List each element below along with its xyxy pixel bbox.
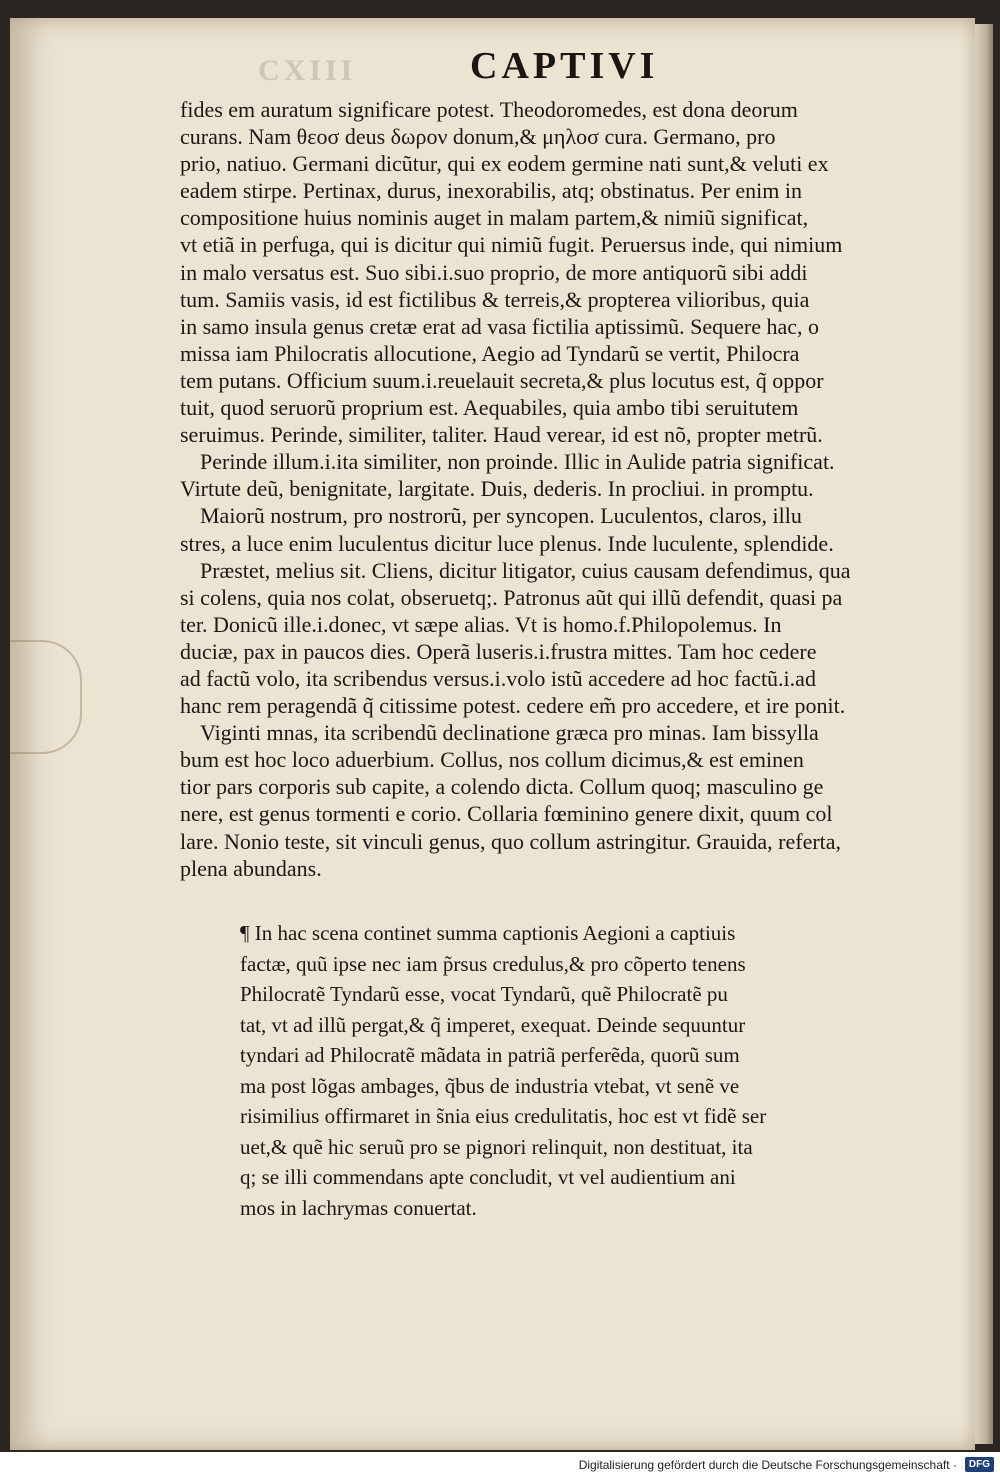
text-line: in samo insula genus cretæ erat ad vasa fictilia aptissimũ. Sequere hac, o (180, 313, 820, 339)
text-line: duciæ, pax in paucos dies. Operã luseris.i.frustra mittes. Tam hoc cedere (180, 638, 817, 664)
dfg-logo-icon: DFG (965, 1457, 994, 1472)
text-line: bum est hoc loco aduerbium. Collus, nos collum dicimus,& est eminen (180, 747, 804, 773)
text-line: tem putans. Officium suum.i.reuelauit secreta,& plus locutus est, q̃ oppor (180, 367, 824, 393)
page-edge (975, 24, 993, 1444)
text-line: tuit, quod seruorũ proprium est. Aequabiles, quia ambo tibi seruitutem (180, 395, 799, 421)
text-line: risimilius offirmaret in s̃nia eius credulitatis, hoc est vt fidẽ ser (240, 1104, 767, 1128)
text-line: missa iam Philocratis allocutione, Aegio ad Tyndarũ se vertit, Philocra (180, 340, 800, 366)
text-line: seruimus. Perinde, similiter, taliter. Haud verear, id est nõ, propter metrũ. (180, 422, 823, 448)
binding-clasp-impression (10, 640, 82, 754)
text-line: ¶ In hac scena continet summa captionis Aegioni a captiuis (240, 921, 736, 945)
scene-summary (240, 918, 870, 1223)
text-line: ter. Donicũ ille.i.donec, vt sæpe alias. Vt is homo.f.Philopolemus. In (180, 611, 782, 637)
text-line: tyndari ad Philocratẽ mãdata in patriã perferẽda, quorũ sum (240, 1043, 740, 1067)
text-line: mos in lachrymas conuertat. (240, 1195, 477, 1220)
faint-folio-mark: CXIII (258, 54, 357, 87)
text-line: tum. Samiis vasis, id est fictilibus & terreis,& propterea vilioribus, quia (180, 286, 810, 312)
text-line: si colens, quia nos colat, obseruetq;. Patronus aũt qui illũ defendit, quasi pa (180, 584, 843, 610)
text-line: tior pars corporis sub capite, a colendo dicta. Collum quoq; masculino ge (180, 774, 824, 800)
text-line: Perinde illum.i.ita similiter, non proinde. Illic in Aulide patria significat. (200, 449, 835, 475)
text-line: Viginti mnas, ita scribendũ declinatione græca pro minas. Iam bissylla (200, 720, 819, 746)
text-line: q; se illi commendans apte concludit, vt vel audientium ani (240, 1165, 736, 1189)
text-line: in malo versatus est. Suo sibi.i.suo proprio, de more antiquorũ sibi addi (180, 259, 808, 285)
text-line: hanc rem peragendã q̃ citissime potest. cedere em̃ pro accedere, et ire ponit. (180, 693, 846, 719)
text-line: compositione huius nominis auget in malam partem,& nimiũ significat, (180, 205, 809, 231)
text-line: eadem stirpe. Pertinax, durus, inexorabilis, atq; obstinatus. Per enim in (180, 178, 802, 204)
text-line: vt etiã in perfuga, qui is dicitur qui nimiũ fugit. Peruersus inde, qui nimium (180, 232, 843, 258)
text-line: prio, natiuo. Germani dicũtur, qui ex eodem germine nati sunt,& veluti ex (180, 151, 829, 177)
text-line: fides em auratum significare potest. Theodoromedes, est dona deorum (180, 97, 798, 122)
text-line: ad factũ volo, ita scribendus versus.i.volo istũ accedere ad hoc factũ.i.ad (180, 665, 816, 691)
commentary-text (180, 96, 950, 882)
text-line: Maiorũ nostrum, pro nostrorũ, per syncopen. Luculentos, claros, illu (200, 503, 802, 529)
text-line: plena abundans. (180, 855, 322, 881)
text-line: curans. Nam θεοσ deus δωρον donum,& μηλοσ cura. Germano, pro (180, 124, 776, 150)
text-line: ma post lõgas ambages, q̃bus de industria vtebat, vt senẽ ve (240, 1073, 740, 1098)
text-line: stres, a luce enim luculentus dicitur luce plenus. Inde luculente, splendide. (180, 530, 834, 556)
footer-credit: Digitalisierung gefördert durch die Deutsche Forschungsgemeinschaft · (578, 1457, 957, 1472)
running-head: CAPTIVI (470, 45, 659, 87)
text-line: uet,& quẽ hic seruũ pro se pignori relinquit, non destituat, ita (240, 1134, 753, 1159)
text-line: Philocratẽ Tyndarũ esse, vocat Tyndarũ, quẽ Philocratẽ pu (240, 982, 728, 1006)
digitization-footer (0, 1452, 1000, 1477)
text-line: Præstet, melius sit. Cliens, dicitur litigator, cuius causam defendimus, qua (200, 557, 851, 583)
text-line: tat, vt ad illũ pergat,& q̃ imperet, exequat. Deinde sequuntur (240, 1012, 746, 1037)
text-line: lare. Nonio teste, sit vinculi genus, quo collum astringitur. Grauida, referta, (180, 828, 842, 854)
text-line: Virtute deũ, benignitate, largitate. Duis, dederis. In procliui. in promptu. (180, 476, 814, 502)
text-line: factæ, quũ ipse nec iam p̃rsus credulus,& pro cõperto tenens (240, 951, 746, 976)
text-line: nere, est genus tormenti e corio. Collaria fœminino genere dixit, quum col (180, 801, 833, 827)
